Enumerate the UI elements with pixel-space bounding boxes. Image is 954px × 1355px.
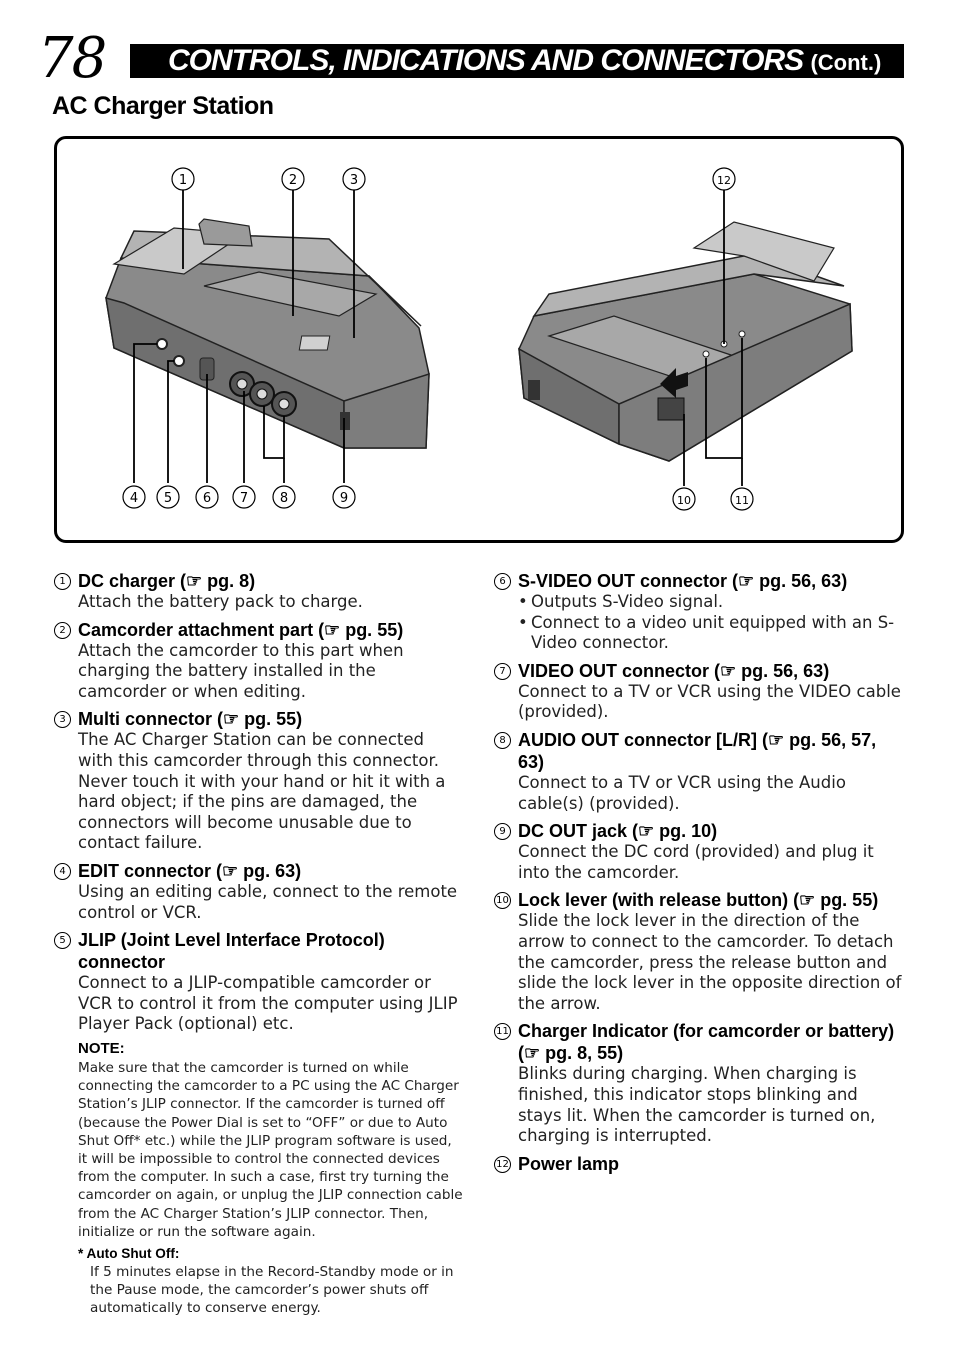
item-jlip-connector	[54, 929, 464, 1317]
item-bullet: • Outputs S-Video signal.	[518, 592, 904, 613]
svg-text:6: 6	[202, 491, 212, 506]
footnote-label: * Auto Shut Off:	[78, 1245, 180, 1261]
callout-9	[333, 486, 355, 508]
item-number: 9	[494, 823, 511, 840]
item-title: S-VIDEO OUT connector (☞ pg. 56, 63)	[518, 571, 848, 591]
item-number: 3	[54, 711, 71, 728]
callout-4	[123, 486, 145, 508]
item-title: VIDEO OUT connector (☞ pg. 56, 63)	[518, 660, 830, 681]
section-title: AC Charger Station	[52, 92, 274, 120]
note-label: NOTE:	[78, 1039, 125, 1057]
svg-text:4: 4	[129, 491, 139, 506]
callout-1	[172, 168, 194, 190]
item-edit-connector	[54, 860, 464, 923]
item-body: Connect to a TV or VCR using the Audio cable(s) (provided).	[518, 772, 846, 813]
item-title: JLIP (Joint Level Interface Protocol) connector	[78, 930, 385, 973]
callout-2	[282, 168, 304, 190]
item-title: DC charger (☞ pg. 8)	[78, 571, 256, 591]
item-number: 2	[54, 622, 71, 639]
item-dc-charger	[54, 570, 464, 613]
right-column	[494, 570, 904, 1181]
item-body: Connect to a TV or VCR using the VIDEO cable (provided).	[518, 681, 901, 722]
item-audio-out	[494, 729, 904, 814]
item-lock-lever	[494, 889, 904, 1014]
callout-6	[196, 486, 218, 508]
page-title	[168, 43, 881, 81]
svg-text:10: 10	[677, 494, 691, 507]
svg-text:1: 1	[178, 173, 188, 188]
item-title: Multi connector (☞ pg. 55)	[78, 709, 303, 730]
item-charger-indicator	[494, 1020, 904, 1146]
item-number: 10	[494, 892, 511, 909]
item-title: EDIT connector (☞ pg. 63)	[78, 860, 302, 881]
item-number: 12	[494, 1156, 511, 1173]
item-body: The AC Charger Station can be connected with this camcorder through this connector. Never touch it with your hand or hit it with a hard object; if the pins are damaged, the connectors will become unusable due to contact failure.	[78, 730, 446, 853]
svg-text:12: 12	[717, 174, 731, 187]
callout-8	[273, 486, 295, 508]
svg-text:9: 9	[339, 491, 349, 506]
item-title: DC OUT jack (☞ pg. 10)	[518, 821, 718, 842]
item-body: Slide the lock lever in the direction of the arrow to connect to the camcorder. To detach the camcorder, press the release button and slide the lock lever in the opposite direction of the arrow.	[518, 911, 902, 1013]
item-title: Power lamp	[518, 1153, 620, 1174]
item-number: 6	[494, 573, 511, 590]
note-text: Make sure that the camcorder is turned on while connecting the camcorder to a PC using the AC Charger Station’s JLIP connector. If the camcorder is turned off (because the Power Dial is set to “OFF” or due to Auto Shut Off* etc.) while the JLIP program software is used, it will be impossible to control the connected devices from the computer. In such a case, first try turning the camcorder on again, or unplug the JLIP connection cable from the AC Charger Station’s JLIP connector. Then, initialize or run the software again.	[78, 1059, 463, 1240]
item-body: Attach the battery pack to charge.	[78, 592, 363, 611]
page-title-suffix: (Cont.)	[810, 50, 882, 75]
left-column	[54, 570, 464, 1324]
callout-11	[731, 488, 753, 510]
svg-text:2: 2	[288, 173, 298, 188]
item-body: Blinks during charging. When charging is finished, this indicator stops blinking and stays lit. When the camcorder is turned on, charging is interrupted.	[518, 1064, 876, 1146]
callout-3	[343, 168, 365, 190]
item-camcorder-attachment	[54, 619, 464, 703]
item-body: Connect the DC cord (provided) and plug it into the camcorder.	[518, 842, 874, 882]
item-title: Camcorder attachment part (☞ pg. 55)	[78, 619, 404, 640]
page-title-main: CONTROLS, INDICATIONS AND CONNECTORS	[168, 44, 804, 77]
item-title: AUDIO OUT connector [L/R] (☞ pg. 56, 57, 63)	[518, 729, 877, 772]
item-power-lamp	[494, 1153, 904, 1175]
item-number: 8	[494, 732, 511, 749]
item-title: Lock lever (with release button) (☞ pg. 55)	[518, 890, 879, 911]
item-body: Connect to a JLIP-compatible camcorder or VCR to control it from the computer using JLIP Player Pack (optional) etc.	[78, 973, 458, 1034]
page-number: 78	[38, 26, 106, 91]
item-bullet: • Connect to a video unit equipped with an S-Video connector.	[518, 613, 904, 654]
callout-5	[157, 486, 179, 508]
callout-12	[713, 168, 735, 190]
svg-text:11: 11	[735, 494, 749, 507]
svg-text:8: 8	[279, 491, 289, 506]
item-body: Attach the camcorder to this part when charging the battery installed in the camcorder or when editing.	[78, 640, 404, 701]
item-video-out	[494, 660, 904, 723]
item-number: 4	[54, 863, 71, 880]
svg-text:3: 3	[349, 173, 359, 188]
item-number: 7	[494, 663, 511, 680]
item-number: 11	[494, 1023, 511, 1040]
svg-text:7: 7	[239, 491, 249, 506]
svg-text:5: 5	[163, 491, 173, 506]
item-dc-out	[494, 820, 904, 883]
item-s-video-out	[494, 570, 904, 654]
item-number: 1	[54, 573, 71, 590]
item-number: 5	[54, 932, 71, 949]
item-title: Charger Indicator (for camcorder or battery) (☞ pg. 8, 55)	[518, 1021, 895, 1064]
callout-7	[233, 486, 255, 508]
footnote-text: If 5 minutes elapse in the Record-Standby mode or in the Pause mode, the camcorder’s power shuts off automatically to conserve energy.	[90, 1263, 454, 1317]
item-multi-connector	[54, 708, 464, 854]
callout-10	[673, 488, 695, 510]
callout-markers	[54, 136, 904, 543]
item-body: Using an editing cable, connect to the remote control or VCR.	[78, 881, 458, 922]
